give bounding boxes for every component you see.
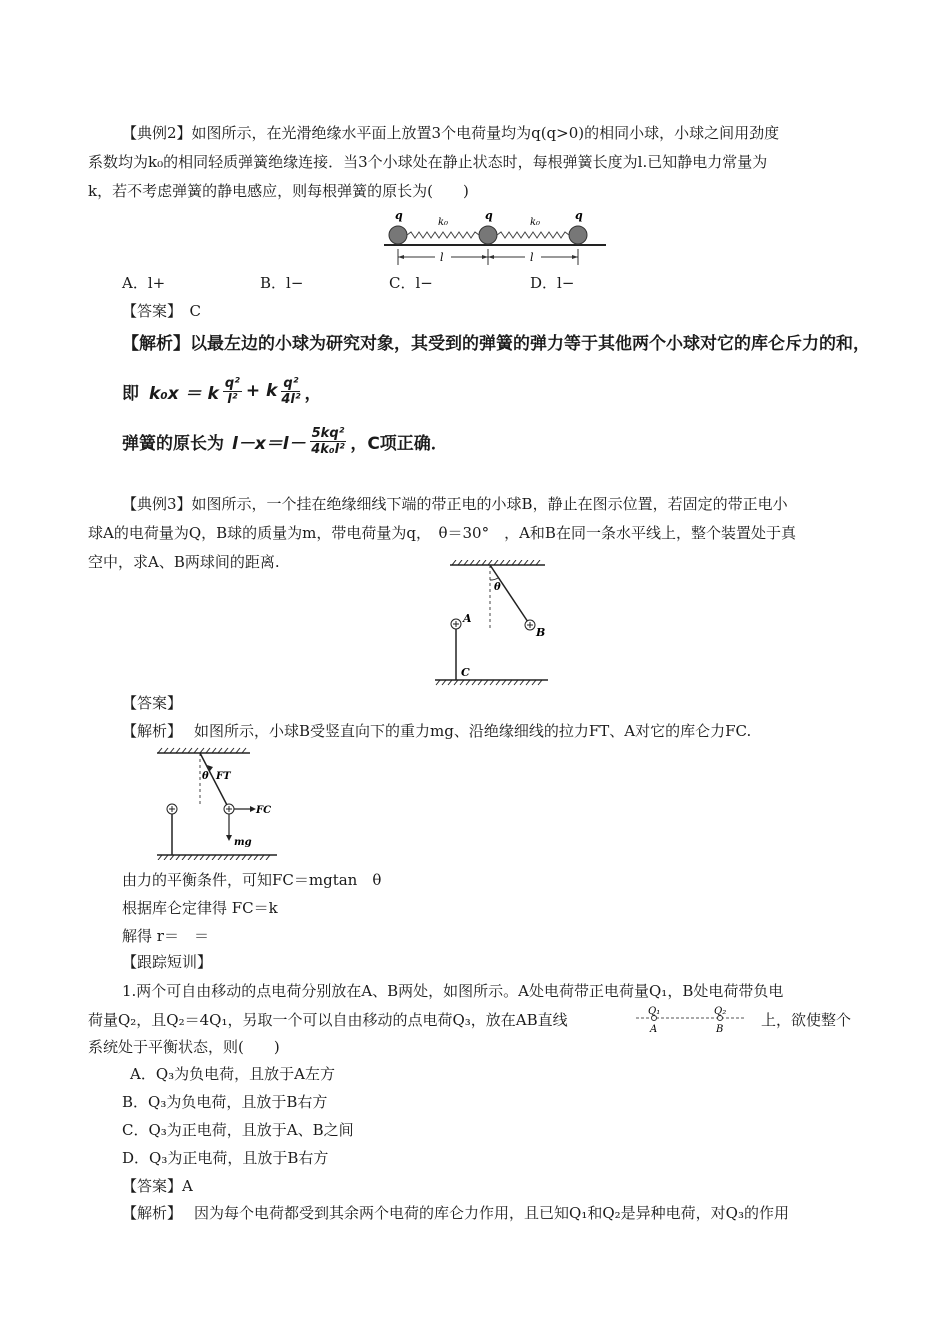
charges-line-figure [632, 1004, 750, 1038]
follow-option-a: A．Q₃为负电荷，且放于A左方 [130, 1065, 335, 1083]
fig3-a: A [650, 1024, 658, 1035]
ex2-line-1: 【典例2】如图所示，在光滑绝缘水平面上放置3个电荷量均为q(q>0)的相同小球，小球之间用劲度 [122, 124, 780, 142]
fig-label-q-3: q [575, 209, 583, 222]
eq2-fraction [310, 426, 347, 457]
ex2-equation-1 [122, 368, 322, 414]
fig-label-b: B [536, 626, 546, 639]
springs-figure [380, 205, 610, 267]
follow-analysis-head: 【解析】 [122, 1204, 183, 1222]
eq2-prefix: 弹簧的原长为 [122, 433, 224, 454]
follow-analysis-text: 因为每个电荷都受到其余两个电荷的库仑力作用，且已知Q₁和Q₂是异种电荷，对Q₃的作用 [194, 1204, 789, 1222]
eq2-num: 5kq² [311, 425, 345, 441]
eq2-left: l－x＝l－ [232, 433, 306, 454]
follow-option-d: D．Q₃为正电荷，且放于B右方 [122, 1149, 329, 1167]
option-c: C．l− [389, 274, 433, 292]
ex3-line-3: 空中，求A、B两球间的距离. [88, 553, 280, 571]
eq1-fraction-2 [281, 376, 300, 407]
eq1-frac1-den: l² [227, 391, 238, 407]
eq2-den: 4k₀l² [311, 441, 345, 457]
option-d: D．l− [530, 274, 575, 292]
ex3-solve-line: 解得 r＝ ＝ [122, 927, 209, 945]
eq1-prefix: 即 [122, 383, 139, 404]
fig-label-c: C [461, 666, 470, 679]
fig-label-l-2: l [530, 251, 534, 264]
fig-label-a: A [463, 612, 472, 625]
fig-label-k0-1: k₀ [438, 217, 449, 228]
follow-option-c: C．Q₃为正电荷，且放于A、B之间 [122, 1121, 354, 1139]
eq2-end: ，C项正确． [350, 433, 448, 454]
fig-label-q-1: q [395, 209, 403, 222]
eq1-plus: + k [245, 381, 278, 401]
option-b: B．l− [260, 274, 304, 292]
pendulum-figure [430, 560, 555, 690]
fig3-q2: Q₂ [714, 1006, 727, 1017]
option-a: A．l+ [122, 274, 166, 292]
eq1-left: k₀x ＝ k [149, 383, 219, 404]
ex3-coulomb-line: 根据库仑定律得 FC＝k [122, 899, 278, 917]
fig-label-l-1: l [440, 251, 444, 264]
ex3-analysis-text: 如图所示，小球B受竖直向下的重力mg、沿绝缘细线的拉力FT、A对它的库仑力FC. [194, 722, 752, 740]
ex2-analysis-line: 【解析】以最左边的小球为研究对象，其受到的弹簧的弹力等于其他两个小球对它的库仑斥力的和， [122, 334, 870, 354]
ex3-answer: 【答案】 [122, 694, 183, 712]
ex2-equation-2 [122, 418, 448, 464]
follow-answer: 【答案】A [122, 1177, 193, 1195]
follow-q1-line-2a: 荷量Q₂，且Q₂＝4Q₁，另取一个可以自由移动的点电荷Q₃，放在AB直线 [88, 1011, 568, 1029]
fig2-fc: FC [256, 805, 272, 816]
fig-label-k0-2: k₀ [530, 217, 541, 228]
follow-option-b: B．Q₃为负电荷，且放于B右方 [122, 1093, 328, 1111]
force-diagram [152, 745, 282, 860]
ex2-line-3: k，若不考虑弹簧的静电感应，则每根弹簧的原长为( ) [88, 182, 469, 200]
ex2-answer: 【答案】 C [122, 302, 201, 320]
ex3-line-1: 【典例3】如图所示，一个挂在绝缘细线下端的带正电的小球B，静止在图示位置，若固定的带正电小 [122, 495, 788, 513]
ex3-line-2: 球A的电荷量为Q，B球的质量为m，带电荷量为q， θ＝30° ，A和B在同一条水平线上，整个装置处于真 [88, 524, 796, 542]
ex2-line-2: 系数均为k₀的相同轻质弹簧绝缘连接．当3个小球处在静止状态时，每根弹簧长度为l.已知静电力常量为 [88, 153, 768, 171]
eq1-frac2-den: 4l² [281, 391, 301, 407]
fig2-mg: mg [234, 837, 252, 848]
eq1-fraction-1 [223, 376, 242, 407]
ex3-analysis [122, 721, 751, 741]
eq1-end: ， [304, 383, 322, 404]
fig2-theta: θ [202, 771, 209, 782]
follow-title: 【跟踪短训】 [122, 953, 213, 971]
fig3-q1: Q₁ [648, 1006, 661, 1017]
ex3-analysis-head: 【解析】 [122, 722, 183, 740]
follow-q1-line-3: 系统处于平衡状态，则( ) [88, 1038, 280, 1056]
fig-label-q-2: q [485, 209, 493, 222]
eq1-frac1-num: q² [224, 375, 240, 391]
fig-theta: θ [494, 582, 501, 593]
follow-q1-line-2b: 上，欲使整个 [761, 1011, 852, 1029]
eq1-frac2-num: q² [283, 375, 299, 391]
fig2-ft: FT [216, 771, 231, 782]
fig3-b: B [716, 1024, 724, 1035]
follow-analysis [122, 1203, 789, 1223]
follow-q1-line-1: 1.两个可自由移动的点电荷分别放在A、B两处，如图所示。A处电荷带正电荷量Q₁，B处电荷带负电 [122, 982, 784, 1000]
ex3-balance-line: 由力的平衡条件，可知FC＝mgtan θ [122, 871, 382, 889]
